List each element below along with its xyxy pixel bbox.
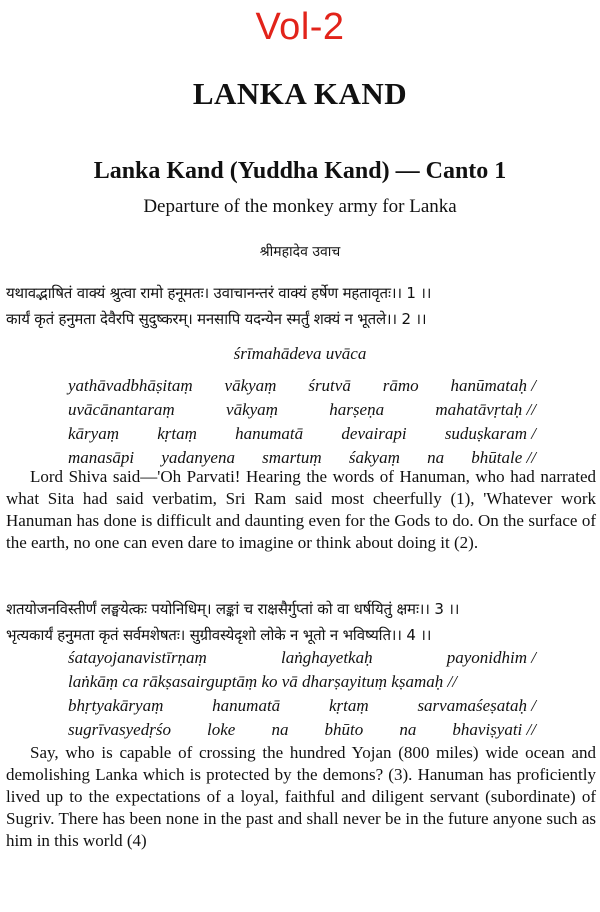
verse-2-devanagari xyxy=(6,596,598,648)
word: rāmo xyxy=(382,376,419,395)
devanagari-line: यथावद्भाषितं वाक्यं श्रुत्वा रामो हनूमतः। उवाचानन्तरं वाक्यं हर्षेण महतावृतः।। 1 ।। xyxy=(6,284,432,302)
word: yathāvadbhāṣitaṃ xyxy=(68,376,193,395)
translation-paragraph-1: Lord Shiva said—'Oh Parvati! Hearing the words of Hanuman, who had narrated what Sita had said verbatim, Sri Ram said most cheerfully (1), 'Whatever work Hanuman has done is difficult and daunting even for the Gods to do. On the surface of the earth, no one can even dare to imagine or think about doing it (2). xyxy=(6,467,596,552)
word: laṅkāṃ ca rākṣasairguptāṃ ko vā dharṣayituṃ kṣamaḥ // xyxy=(68,672,457,691)
canto-title: Lanka Kand (Yuddha Kand) — Canto 1 xyxy=(93,158,507,184)
word: hanumatā xyxy=(235,424,304,443)
verse-1-transliteration xyxy=(68,374,536,470)
word: mahatāvṛtaḥ // xyxy=(435,400,536,419)
word: loke xyxy=(207,720,236,739)
word: bhṛtyakāryaṃ xyxy=(68,696,164,715)
word: smartuṃ xyxy=(262,448,322,467)
invocation-devanagari: श्रीमहादेव उवाच xyxy=(259,244,341,260)
transliteration-heading: śrīmahādeva uvāca xyxy=(233,344,367,363)
word: sugrīvasyedṛśo xyxy=(68,720,171,739)
word: kṛtaṃ xyxy=(157,424,197,443)
word: śakyaṃ xyxy=(348,448,400,467)
word: yadanyena xyxy=(161,448,235,467)
word: hanumatā xyxy=(212,696,281,715)
word: suduṣkaram / xyxy=(444,424,536,443)
transliteration-line xyxy=(68,718,536,742)
devanagari-line: भृत्यकार्यं हनुमता कृतं सर्वमशेषतः। सुग्रीवस्येदृशो लोके न भूतो न भविष्यति।। 4 ।। xyxy=(6,626,432,644)
transliteration-line xyxy=(68,670,536,694)
word: payonidhim / xyxy=(446,648,536,667)
transliteration-line xyxy=(68,398,536,422)
word: na xyxy=(271,720,289,739)
word: na xyxy=(399,720,417,739)
word: bhūto xyxy=(324,720,364,739)
verse-2-transliteration xyxy=(68,646,536,742)
volume-label: Vol-2 xyxy=(255,6,345,48)
book-title: LANKA KAND xyxy=(192,76,408,111)
transliteration-line xyxy=(68,646,536,670)
transliteration-line xyxy=(68,694,536,718)
word: kāryaṃ xyxy=(68,424,119,443)
translation-paragraph-2: Say, who is capable of crossing the hundred Yojan (800 miles) wide ocean and demolishing Lanka which is protected by the demons? (3). Hanuman has proficiently lived up to the expectations of a loyal, faithful and diligent servant (subordinate) of Sugriv. There has been none in the past and shall never be in the future anyone such as him in this world (4) xyxy=(6,743,596,850)
word: vākyaṃ xyxy=(224,376,277,395)
word: bhūtale // xyxy=(471,448,536,467)
verse-1-devanagari xyxy=(6,280,598,332)
word: kṛtaṃ xyxy=(328,696,369,715)
word: hanūmataḥ / xyxy=(450,376,536,395)
word: śrutvā xyxy=(308,376,351,395)
word: manasāpi xyxy=(68,448,135,467)
word: na xyxy=(427,448,445,467)
word: śatayojanavistīrṇaṃ xyxy=(68,648,207,667)
transliteration-line xyxy=(68,422,536,446)
canto-subtitle: Departure of the monkey army for Lanka xyxy=(143,196,457,217)
word: harṣeṇa xyxy=(329,400,385,419)
transliteration-line xyxy=(68,374,536,398)
devanagari-line: कार्यं कृतं हनुमता देवैरपि सुदुष्करम्। मनसापि यदन्येन स्मर्तुं शक्यं न भूतले।। 2 ।। xyxy=(6,310,427,328)
word: bhaviṣyati // xyxy=(452,720,536,739)
word: uvācānantaraṃ xyxy=(68,400,175,419)
devanagari-line: शतयोजनविस्तीर्णं लङ्घयेत्कः पयोनिधिम्। लङ्कां च राक्षसैर्गुप्तां को वा धर्षयितुं क्षमः।। 3 ।। xyxy=(6,600,460,618)
word: sarvamaśeṣataḥ / xyxy=(417,696,536,715)
word: laṅghayetkaḥ xyxy=(281,648,373,667)
word: devairapi xyxy=(341,424,407,443)
word: vākyaṃ xyxy=(226,400,278,419)
